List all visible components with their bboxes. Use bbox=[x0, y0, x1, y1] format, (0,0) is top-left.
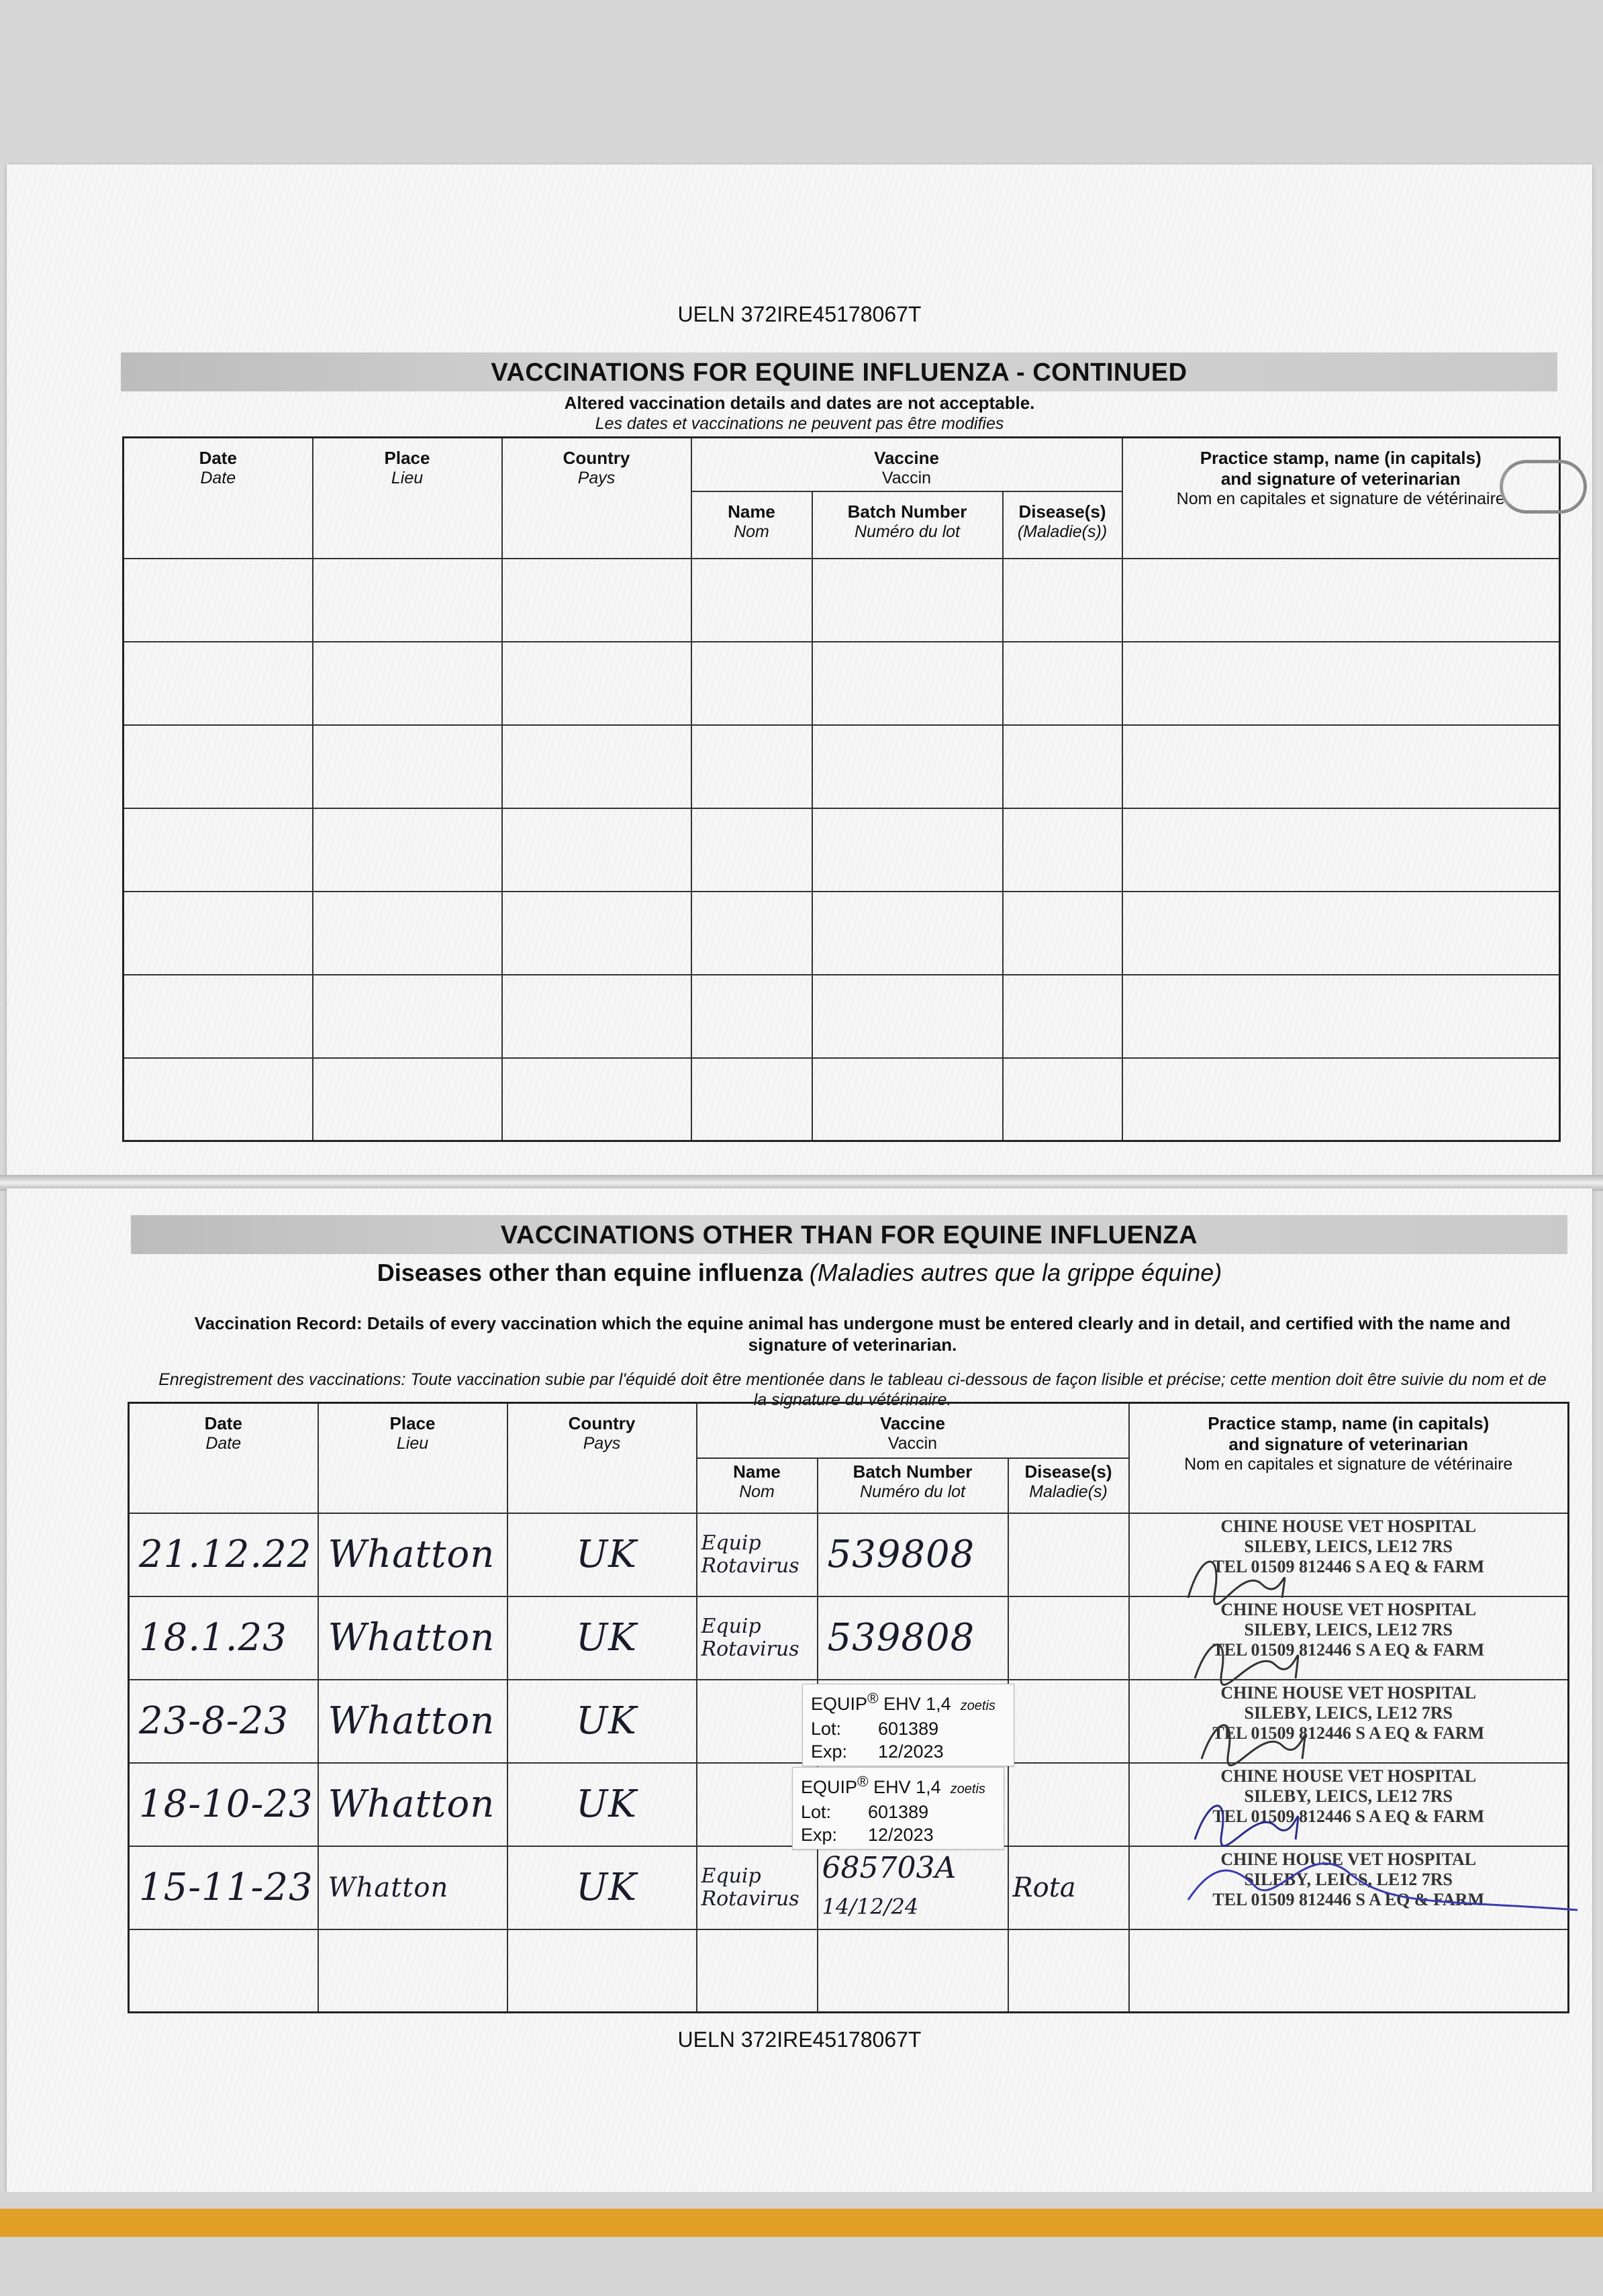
row-country: UK bbox=[507, 1763, 697, 1846]
paper-clip bbox=[1500, 460, 1587, 514]
vaccine-sticker: EQUIP® EHV 1,4 zoetis Lot: 601389 Exp: 12/2023 bbox=[792, 1767, 1004, 1850]
row-place: Whatton bbox=[318, 1846, 507, 1929]
row-date: 23-8-23 bbox=[129, 1680, 318, 1763]
row-place: Whatton bbox=[318, 1763, 507, 1846]
row-date: 18.1.23 bbox=[129, 1596, 318, 1680]
header-batch: Batch Number Numéro du lot bbox=[812, 491, 1003, 559]
row-disease bbox=[1008, 1680, 1129, 1763]
row-country: UK bbox=[507, 1846, 697, 1929]
row-place: Whatton bbox=[318, 1513, 507, 1596]
header-date: Date Date bbox=[124, 438, 313, 559]
row-vaccine-name: Equip Rotavirus bbox=[697, 1596, 818, 1680]
vaccine-sticker: EQUIP® EHV 1,4 zoetis Lot: 601389 Exp: 12/2023 bbox=[802, 1684, 1014, 1766]
row-disease bbox=[1008, 1596, 1129, 1680]
table-row bbox=[124, 725, 1560, 808]
header-stamp: Practice stamp, name (in capitals) and signature of veterinarian Nom en capitales et signature de vétérinaire bbox=[1129, 1403, 1569, 1513]
header-place: Place Lieu bbox=[318, 1403, 507, 1513]
row-vaccine-name: Equip Rotavirus bbox=[697, 1513, 818, 1596]
row-date: 15-11-23 bbox=[129, 1846, 318, 1929]
top-page bbox=[7, 164, 1592, 1178]
row-stamp: CHINE HOUSE VET HOSPITAL SILEBY, LEICS, LE12 7RS TEL 01509 812446 S A EQ & FARM bbox=[1129, 1846, 1569, 1929]
header-vaccine: Vaccine Vaccin bbox=[691, 438, 1122, 491]
altered-note-fr: Les dates et vaccinations ne peuvent pas être modifies bbox=[595, 414, 1004, 433]
row-date: 18-10-23 bbox=[129, 1763, 318, 1846]
row-disease: Rota bbox=[1008, 1846, 1129, 1929]
table-row bbox=[124, 1058, 1560, 1141]
row-country: UK bbox=[507, 1596, 697, 1680]
row-country: UK bbox=[507, 1680, 697, 1763]
row-batch: 539808 bbox=[818, 1596, 1008, 1680]
row-place: Whatton bbox=[318, 1596, 507, 1680]
table-row bbox=[124, 975, 1560, 1058]
passport-cover-bottom bbox=[0, 2192, 1603, 2296]
row-country: UK bbox=[507, 1513, 697, 1596]
vaccination-record-text-fr: Enregistrement des vaccinations: Toute vaccination subie par l'équidé doit être mentionée dans le tableau ci-dessous de façon lisible et précise; cette mention doit être suivie du nom et de la signature du vétérinaire. bbox=[158, 1370, 1547, 1409]
header-place: Place Lieu bbox=[313, 438, 502, 559]
bottom-page bbox=[7, 1188, 1592, 2192]
row-stamp: CHINE HOUSE VET HOSPITAL SILEBY, LEICS, LE12 7RS TEL 01509 812446 S A EQ & FARM bbox=[1129, 1680, 1569, 1763]
altered-note: Altered vaccination details and dates are not acceptable. bbox=[564, 393, 1035, 413]
header-country: Country Pays bbox=[507, 1403, 697, 1513]
header-batch: Batch Number Numéro du lot bbox=[818, 1458, 1008, 1513]
header-disease: Disease(s) (Maladie(s)) bbox=[1003, 491, 1122, 559]
table-row bbox=[124, 559, 1560, 642]
row-batch: 685703A 14/12/24 bbox=[818, 1846, 1008, 1929]
passport-cover-top bbox=[0, 0, 1603, 164]
row-disease bbox=[1008, 1513, 1129, 1596]
row-vaccine-name: Equip Rotavirus bbox=[697, 1846, 818, 1929]
row-stamp: CHINE HOUSE VET HOSPITAL SILEBY, LEICS, LE12 7RS TEL 01509 812446 S A EQ & FARM bbox=[1129, 1596, 1569, 1680]
table-row bbox=[124, 808, 1560, 892]
header-date: Date Date bbox=[129, 1403, 318, 1513]
header-country: Country Pays bbox=[502, 438, 691, 559]
vaccination-record-text: Vaccination Record: Details of every vaccination which the equine animal has undergone must be entered clearly and in detail, and certified with the name and signature of veterinarian. bbox=[194, 1313, 1511, 1355]
section-title-influenza: VACCINATIONS FOR EQUINE INFLUENZA - CONTINUED bbox=[121, 352, 1557, 391]
table-row bbox=[124, 892, 1560, 975]
row-batch: 539808 bbox=[818, 1513, 1008, 1596]
row-stamp: CHINE HOUSE VET HOSPITAL SILEBY, LEICS, LE12 7RS TEL 01509 812446 S A EQ & FARM bbox=[1129, 1763, 1569, 1846]
ueln-bottom: UELN 372IRE45178067T bbox=[677, 2027, 922, 2052]
header-stamp: Practice stamp, name (in capitals) and signature of veterinarian Nom en capitales et signature de vétérinaire bbox=[1122, 438, 1560, 559]
header-vaccine: Vaccine Vaccin bbox=[697, 1403, 1129, 1458]
header-disease: Disease(s) Maladie(s) bbox=[1008, 1458, 1129, 1513]
veterinarian-signature bbox=[1175, 1524, 1591, 1940]
header-name: Name Nom bbox=[697, 1458, 818, 1513]
row-stamp: CHINE HOUSE VET HOSPITAL SILEBY, LEICS, LE12 7RS TEL 01509 812446 S A EQ & FARM bbox=[1129, 1513, 1569, 1596]
table-row bbox=[129, 1929, 1569, 2013]
row-vaccine-name bbox=[697, 1680, 818, 1763]
table-row bbox=[124, 642, 1560, 725]
section-title-other: VACCINATIONS OTHER THAN FOR EQUINE INFLUENZA bbox=[131, 1215, 1567, 1254]
ueln-top: UELN 372IRE45178067T bbox=[677, 302, 922, 326]
row-disease bbox=[1008, 1763, 1129, 1846]
section-subtitle: Diseases other than equine influenza (Maladies autres que la grippe équine) bbox=[377, 1259, 1222, 1286]
row-date: 21.12.22 bbox=[129, 1513, 318, 1596]
row-place: Whatton bbox=[318, 1680, 507, 1763]
passport-cover-edge bbox=[0, 2209, 1603, 2237]
influenza-table bbox=[122, 436, 1561, 1142]
header-name: Name Nom bbox=[691, 491, 812, 559]
